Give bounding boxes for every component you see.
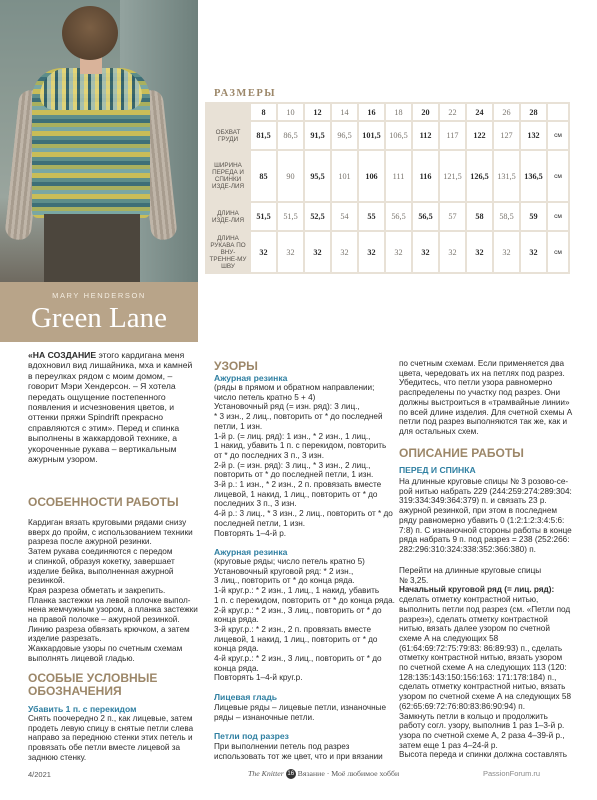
text-line: Жаккардовые узоры по счетным схемам (28, 644, 183, 654)
text-line: продеть левую спицу в снятые петли слева (28, 723, 194, 733)
text-line: конца ряда. (214, 644, 259, 654)
text-line: Установочный ряд (= изн. ряд): 3 лиц., (214, 402, 360, 412)
text-line: распределены по участку под разрез. Они (399, 388, 561, 398)
row-label: ШИРИНА ПЕРЕДА И СПИНКИ ИЗДЕ-ЛИЯ (207, 151, 249, 201)
right-top-text (399, 359, 589, 437)
text-line: (ряды в прямом и обратном направлении; (214, 383, 375, 392)
text-line: Установочный круговой ряд: * 2 изн., (214, 566, 354, 576)
text-line: от * до последних 3 п., 3 изн. (214, 450, 324, 460)
table-cell: 52,5 (305, 203, 330, 230)
features-title: ОСОБЕННОСТИ РАБОТЫ (28, 495, 179, 509)
model-photo (0, 0, 198, 282)
text-line: 2-й круг.р.: * 2 изн., 3 лиц., повторить от * до (214, 605, 382, 615)
front-back-subheading: ПЕРЕД И СПИНКА (399, 465, 476, 475)
text-line: 4-й р.: 3 лиц., * 3 изн., 2 лиц., повторить от * до (214, 509, 393, 519)
table-cell: 55 (359, 203, 384, 230)
table-cell: 32 (251, 232, 276, 272)
table-cell: 85 (251, 151, 276, 201)
text-line: лицевой, 1 накид, 1 лиц., повторить от * до (214, 489, 378, 499)
table-cell: 32 (359, 232, 384, 272)
table-cell: 32 (278, 232, 303, 272)
size-header-cell: 12 (305, 104, 330, 120)
table-cell: 32 (467, 232, 492, 272)
table-cell: 56,5 (413, 203, 438, 230)
text-line: по счетным схемам. Если применяется два (399, 359, 564, 368)
magazine-name: The Knitter (248, 769, 284, 778)
text-line: 7:8) п. С изнаночной стороны работы в конце (399, 525, 572, 535)
text-line: 1 накид, убавить 1 п. с перекидом, повторить (214, 441, 387, 451)
table-cell: 127 (494, 122, 519, 149)
table-cell: 56,5 (386, 203, 411, 230)
text-line: конца ряда. (214, 615, 259, 625)
text-line: узора по счетной схеме А, 2 раза 4–39-й р., (399, 730, 565, 740)
size-table (205, 102, 570, 274)
text-line: Перейти на длинные круговые спицы (399, 566, 542, 575)
text-line: 128:135:143:150:156:163: 171:178:184) п., (399, 672, 557, 682)
table-cell: 112 (413, 122, 438, 149)
text-line: 4-й круг.р.: * 2 изн., 3 лиц., повторить от * до (214, 654, 382, 664)
size-header-unit-blank (548, 104, 568, 120)
size-row-chest (207, 122, 568, 149)
text-line: нена жемчужным узором, а планка застежки (28, 605, 198, 615)
table-cell: 111 (386, 151, 411, 201)
size-header-blank (207, 104, 249, 120)
text-line: Снять поочередно 2 п., как лицевые, затем (28, 714, 193, 723)
table-cell: 101,5 (359, 122, 384, 149)
text-line: Кардиган вязать круговыми рядами снизу (28, 518, 187, 527)
text-line: выполнить петли под разрез (см. «Петли под (399, 604, 571, 614)
size-header-cell: 14 (332, 104, 357, 120)
table-cell: 32 (494, 232, 519, 272)
table-cell: 58,5 (494, 203, 519, 230)
table-cell: 95,5 (305, 151, 330, 201)
table-cell: 32 (332, 232, 357, 272)
text-line: 2-й р. (= изн. ряд): 3 лиц., * 3 изн., 2 лиц., (214, 460, 371, 470)
unit-cell: см (548, 232, 568, 272)
text-line: отметку контрастной нитью, вязать узором (399, 653, 563, 663)
text-line: (круговые ряды; число петель кратно 5) (214, 557, 365, 566)
text-line: Линию разреза обвязать крючком, а затем (28, 624, 190, 634)
text-line: Планка застежки на левой полочке выпол- (28, 595, 191, 605)
text-line: лицевой, 1 накид, 1 лиц., повторить от * до (214, 634, 378, 644)
text-line: разрез»), сделать отметку контрастной (399, 614, 548, 624)
size-header-cell: 22 (440, 104, 465, 120)
table-cell: 90 (278, 151, 303, 201)
text-line: последних 3 п., 3 изн. (214, 499, 297, 509)
text-line: и спинкой, образуя кокетку, завершает (28, 556, 175, 566)
text-line: вверх до пройм, с использованием техники (28, 527, 193, 537)
text-line: заднюю стенку. (28, 752, 87, 762)
text-line: выполнять лицевой гладью. (28, 653, 135, 663)
photo-hair (62, 6, 118, 60)
text-line: Лицевые ряды – лицевые петли, изнаночные (214, 703, 387, 712)
text-line: Высота переда и спинки должна составлять (399, 750, 567, 760)
table-cell: 51,5 (251, 203, 276, 230)
front-back-text2 (399, 566, 589, 760)
table-cell: 59 (521, 203, 546, 230)
front-back-text1 (399, 477, 589, 555)
patterns-sub3: Лицевая гладь (214, 692, 278, 702)
text-line: При выполнении петель под разрез (214, 742, 350, 751)
text-line: 282:296:310:324:338:352:366:380) п. (399, 544, 536, 554)
text-line: Затем рукава соединяются с передом (28, 547, 173, 557)
magazine-tagline: Вязание · Моё любимое хобби (297, 769, 400, 778)
size-row-width (207, 151, 568, 201)
table-cell: 132 (521, 122, 546, 149)
text-line: должны выстроиться в «трамвайные линии» (399, 397, 570, 407)
size-header-cell: 20 (413, 104, 438, 120)
table-cell: 116 (413, 151, 438, 201)
unit-cell: см (548, 151, 568, 201)
table-cell: 81,5 (251, 122, 276, 149)
size-header-cell: 24 (467, 104, 492, 120)
table-cell: 117 (440, 122, 465, 149)
table-cell: 121,5 (440, 151, 465, 201)
text-line: использовать тот же цвет, что и при вязании (214, 751, 383, 761)
text-line: сделать отметку контрастной нитью, вязать (399, 682, 566, 692)
text-line: 3-й р.: 1 изн., * 2 изн., 2 п. провязать вместе (214, 480, 382, 490)
table-cell: 32 (413, 232, 438, 272)
text-line: 1 п. с перекидом, повторить от * до конца ряда. (214, 595, 395, 605)
patterns-sub4: Петли под разрез (214, 731, 289, 741)
table-cell: 86,5 (278, 122, 303, 149)
patterns-sub1: Ажурная резинка (214, 373, 288, 383)
patterns-title: УЗОРЫ (214, 359, 258, 373)
patterns-text1 (214, 383, 396, 538)
text-line: рой нитью набрать 229 (244:259:274:289:304: (399, 486, 572, 496)
text-line: ряды – изнаночные петли. (214, 712, 315, 722)
text-line: изделие разрезать. (28, 634, 102, 644)
table-cell: 106,5 (386, 122, 411, 149)
symbols-title-line2: ОБОЗНАЧЕНИЯ (28, 684, 122, 698)
size-header-cell: 10 (278, 104, 303, 120)
row-label: ОБХВАТ ГРУДИ (207, 122, 249, 149)
text-line: 1-й круг.р.: * 2 изн., 1 лиц., 1 накид, убавить (214, 586, 380, 596)
text-line: петли под разрез выполняются так же, как и (399, 417, 568, 427)
table-cell: 32 (386, 232, 411, 272)
issue-date: 4/2021 (28, 770, 51, 779)
text-line: Края разреза обметать и закрепить. (28, 585, 166, 595)
size-header-cell: 18 (386, 104, 411, 120)
size-header-cell: 26 (494, 104, 519, 120)
table-cell: 32 (305, 232, 330, 272)
page-footer (0, 768, 597, 782)
text-line: (61:64:69:72:75:79:83: 86:89:93) п., сделать (399, 643, 563, 653)
table-cell: 106 (359, 151, 384, 201)
text-line: изделие бейка, выполненная ажурной (28, 566, 174, 576)
table-cell: 54 (332, 203, 357, 230)
text-line: затем еще 1 раз 4–24-й р. (399, 740, 498, 750)
photo-yoke (40, 68, 142, 110)
text-line: сделать отметку контрастной нитью, (399, 595, 539, 605)
symbols-subheading: Убавить 1 п. с перекидом (28, 704, 137, 714)
text-line: узором по счетной схеме А на следующих 58 (399, 692, 572, 702)
pattern-name: Green Lane (30, 302, 168, 334)
pattern-title-band (0, 282, 198, 342)
lead-text: этого кардигана меня вдохновил вид лишайника, мха и камней в переулках рядом с моим домом, – говорит Мэри Хендерсон. – Я хотела передать ощущение постепенного появления и исчезновения цветов, и оттенки пряжи Spindrift прекрасно справляются с этим». Перед и спинка выполнены в жаккардовой технике, а укороченные рукава – вертикальным ажурным узором. (28, 350, 193, 465)
table-cell: 101 (332, 151, 357, 201)
text-line: конца ряда. (214, 663, 259, 673)
patterns-text3 (214, 703, 396, 722)
table-cell: 126,5 (467, 151, 492, 201)
text-line: Повторять 1–4-й круг.р. (214, 673, 303, 683)
text-line: схеме А на следующих 58 (399, 633, 499, 643)
page-number: 16 (287, 771, 295, 778)
text-line: нитью, вязать далее узором по счетной (399, 624, 550, 634)
table-cell: 57 (440, 203, 465, 230)
text-line: резинкой. (28, 576, 65, 586)
text-line: направо за переднюю стенки этих петель и (28, 733, 193, 743)
size-header-row (207, 104, 568, 120)
patterns-text2 (214, 557, 396, 683)
patterns-sub2: Ажурная резинка (214, 547, 288, 557)
unit-cell: см (548, 122, 568, 149)
text-line: цвета, чередовать их на петлях под разрез. (399, 368, 565, 378)
text-line: ряду равномерно убавить 0 (1:2:1:2:3:4:5:6: (399, 515, 565, 525)
text-line: на правой полочке – ажурной резинкой. (28, 615, 180, 625)
table-cell: 91,5 (305, 122, 330, 149)
magazine-credit (248, 769, 399, 779)
text-line: разреза после ажурной резинки. (28, 537, 152, 547)
text-line: по всей длине изделия. Для счетной схемы А (399, 407, 573, 417)
text-line: № 3,25. (399, 575, 429, 585)
description-title: ОПИСАНИЕ РАБОТЫ (399, 446, 524, 460)
size-header-cell: 8 (251, 104, 276, 120)
text-line: 1-й р. (= лиц. ряд): 1 изн., * 2 изн., 1 лиц., (214, 431, 371, 441)
author-name: MARY HENDERSON (52, 291, 146, 300)
table-cell: 58 (467, 203, 492, 230)
size-header-cell: 28 (521, 104, 546, 120)
table-cell: 136,5 (521, 151, 546, 201)
table-cell: 32 (521, 232, 546, 272)
symbols-title (28, 672, 157, 698)
size-header-cell: 16 (359, 104, 384, 120)
text-line: работу согл. узору, выполнив 1 раз 1–3-й р. (399, 721, 565, 731)
row-label: ДЛИНА ИЗДЕ-ЛИЯ (207, 203, 249, 230)
sizes-title: РАЗМЕРЫ (214, 88, 277, 99)
row-label: ДЛИНА РУКАВА ПО ВНУ-ТРЕННЕ-МУ ШВУ (207, 232, 249, 272)
text-line: Убедитесь, что петли узора равномерно (399, 378, 553, 388)
lead-paragraph (28, 350, 198, 464)
text-line: На длинные круговые спицы № 3 розово-се- (399, 477, 569, 486)
features-text (28, 518, 206, 664)
text-line: петли, 1 изн. (214, 421, 263, 431)
photo-pants (44, 214, 140, 282)
text-line: (62:65:69:72:76:80:83:86:90:94) п. (399, 701, 525, 711)
text-line: Замкнуть петли в кольцо и продолжить (399, 711, 548, 721)
text-line: повторить от * до последней петли, 1 изн. (214, 470, 374, 480)
unit-cell: см (548, 203, 568, 230)
table-cell: 32 (440, 232, 465, 272)
patterns-text4 (214, 742, 396, 761)
text-line: 319:334:349:364:379) п. и связать 23 р. (399, 496, 547, 506)
text-line: ажурной резинкой, при этом в последнем (399, 506, 558, 516)
table-cell: 122 (467, 122, 492, 149)
table-cell: 131,5 (494, 151, 519, 201)
text-line: * 3 изн., 2 лиц., повторить от * до последней (214, 412, 383, 422)
symbols-text (28, 714, 206, 763)
table-cell: 96,5 (332, 122, 357, 149)
watermark: PassionForum.ru (483, 769, 541, 778)
lead-bold: «НА СОЗДАНИЕ (28, 350, 97, 360)
table-cell: 51,5 (278, 203, 303, 230)
text-line: 3-й круг.р.: * 2 изн., 2 п. провязать вместе (214, 624, 372, 634)
text-line: 3 лиц., повторить от * до конца ряда. (214, 576, 355, 586)
text-line: последней петли, 1 изн. (214, 518, 306, 528)
text-line: провязать обе петли вместе лицевой за (28, 743, 181, 753)
text-line: число петель кратно 5 + 4) (214, 392, 316, 402)
symbols-title-line1: ОСОБЫЕ УСЛОВНЫЕ (28, 671, 158, 685)
text-line: по счетной схеме А на следующих 113 (120: (399, 663, 567, 673)
size-row-sleeve (207, 232, 568, 272)
text-line: для остальных схем. (399, 426, 479, 436)
text-line: Повторять 1–4-й р. (214, 528, 287, 538)
size-row-length (207, 203, 568, 230)
text-line: Начальный круговой ряд (= лиц. ряд): (399, 585, 555, 595)
text-line: ряда набрать 9 п. под разрез = 238 (252:266: (399, 535, 570, 545)
